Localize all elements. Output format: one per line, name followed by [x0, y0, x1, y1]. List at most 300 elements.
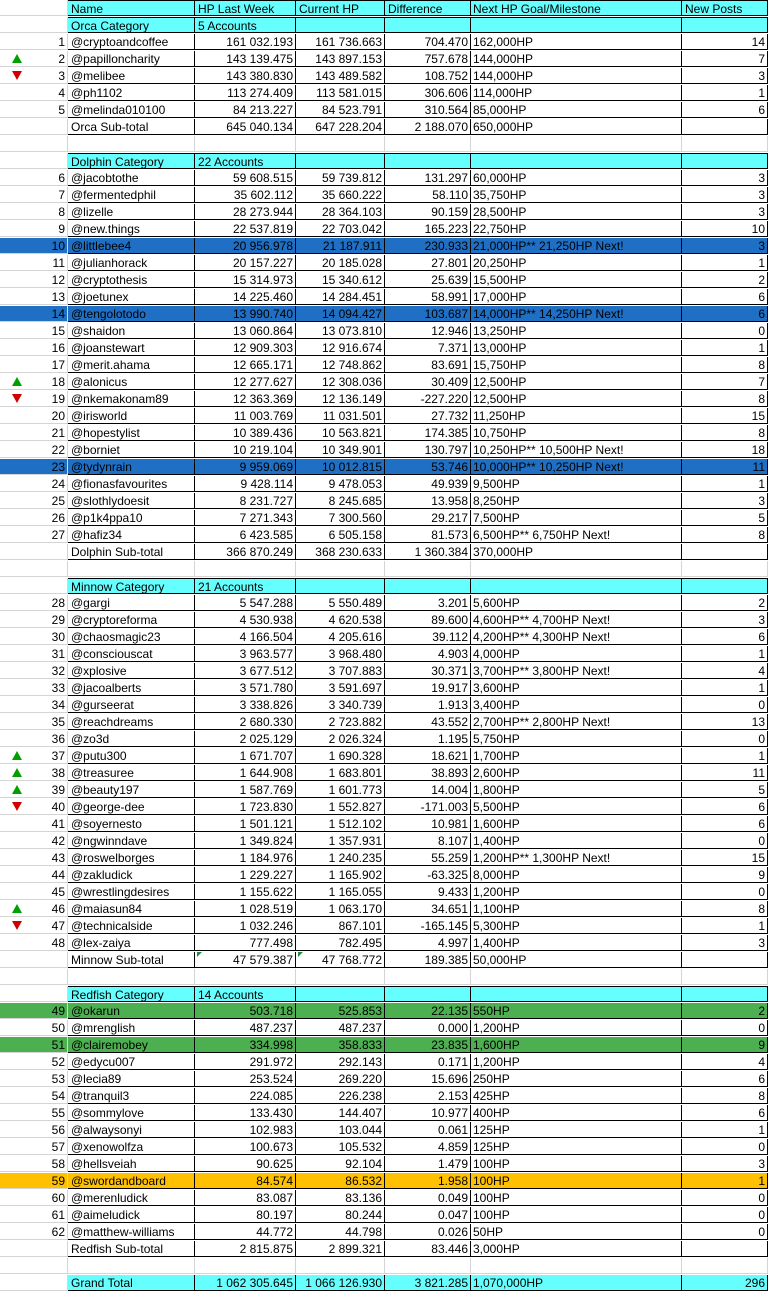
account-name-cell[interactable]: @zakludick: [68, 867, 195, 883]
row-index-cell[interactable]: 29: [0, 612, 68, 628]
next-goal-cell[interactable]: 22,750HP: [471, 221, 682, 237]
account-name-cell[interactable]: @ph1102: [68, 85, 195, 101]
subtotal-posts[interactable]: [682, 544, 768, 560]
hp-last-week-cell[interactable]: 334.998: [195, 1037, 296, 1053]
next-goal-cell[interactable]: 1,600HP: [471, 1037, 682, 1053]
new-posts-cell[interactable]: 3: [682, 68, 768, 84]
row-index-cell[interactable]: 10: [0, 238, 68, 254]
current-hp-cell[interactable]: 12 748.862: [296, 357, 385, 373]
hp-last-week-cell[interactable]: 20 157.227: [195, 255, 296, 271]
difference-cell[interactable]: 34.651: [385, 901, 471, 917]
account-name-cell[interactable]: @matthew-williams: [68, 1224, 195, 1240]
difference-cell[interactable]: 12.946: [385, 323, 471, 339]
row-index-cell[interactable]: 6: [0, 170, 68, 186]
account-name-cell[interactable]: @gurseerat: [68, 697, 195, 713]
difference-cell[interactable]: 8.107: [385, 833, 471, 849]
current-hp-cell[interactable]: 5 550.489: [296, 595, 385, 611]
difference-cell[interactable]: 49.939: [385, 476, 471, 492]
subtotal-hp-last-week[interactable]: 645 040.134: [195, 119, 296, 135]
difference-cell[interactable]: -171.003: [385, 799, 471, 815]
row-index-cell[interactable]: 2: [0, 51, 68, 67]
difference-cell[interactable]: 14.004: [385, 782, 471, 798]
difference-cell[interactable]: 0.049: [385, 1190, 471, 1206]
hp-last-week-cell[interactable]: 161 032.193: [195, 34, 296, 50]
next-goal-cell[interactable]: 9,500HP: [471, 476, 682, 492]
difference-cell[interactable]: 103.687: [385, 306, 471, 322]
hp-last-week-cell[interactable]: 1 229.227: [195, 867, 296, 883]
hp-last-week-cell[interactable]: 2 025.129: [195, 731, 296, 747]
empty-cell[interactable]: [385, 969, 471, 985]
next-goal-cell[interactable]: 400HP: [471, 1105, 682, 1121]
hp-last-week-cell[interactable]: 11 003.769: [195, 408, 296, 424]
current-hp-cell[interactable]: 2 723.882: [296, 714, 385, 730]
next-goal-cell[interactable]: 3,400HP: [471, 697, 682, 713]
hp-last-week-cell[interactable]: 1 184.976: [195, 850, 296, 866]
current-hp-cell[interactable]: 35 660.222: [296, 187, 385, 203]
account-name-cell[interactable]: @putu300: [68, 748, 195, 764]
current-hp-cell[interactable]: 105.532: [296, 1139, 385, 1155]
account-name-cell[interactable]: @cryptoreforma: [68, 612, 195, 628]
next-goal-cell[interactable]: 8,250HP: [471, 493, 682, 509]
account-name-cell[interactable]: @jacoalberts: [68, 680, 195, 696]
row-index-cell[interactable]: 36: [0, 731, 68, 747]
row-index-cell[interactable]: 32: [0, 663, 68, 679]
hp-last-week-cell[interactable]: 10 389.436: [195, 425, 296, 441]
new-posts-cell[interactable]: 3: [682, 170, 768, 186]
hp-last-week-cell[interactable]: 102.983: [195, 1122, 296, 1138]
current-hp-cell[interactable]: 59 739.812: [296, 170, 385, 186]
empty-cell[interactable]: [471, 136, 682, 152]
next-goal-cell[interactable]: 100HP: [471, 1207, 682, 1223]
row-index-cell[interactable]: 59: [0, 1173, 68, 1189]
account-name-cell[interactable]: @p1k4ppa10: [68, 510, 195, 526]
new-posts-cell[interactable]: 6: [682, 102, 768, 118]
next-goal-cell[interactable]: 1,700HP: [471, 748, 682, 764]
hp-last-week-cell[interactable]: 291.972: [195, 1054, 296, 1070]
current-hp-cell[interactable]: 1 165.055: [296, 884, 385, 900]
next-goal-cell[interactable]: 250HP: [471, 1071, 682, 1087]
current-hp-cell[interactable]: 10 012.815: [296, 459, 385, 475]
empty-cell[interactable]: [385, 136, 471, 152]
empty-cell[interactable]: [195, 1258, 296, 1274]
current-hp-cell[interactable]: 4 620.538: [296, 612, 385, 628]
account-name-cell[interactable]: @aimeludick: [68, 1207, 195, 1223]
current-hp-cell[interactable]: 226.238: [296, 1088, 385, 1104]
new-posts-cell[interactable]: 0: [682, 1190, 768, 1206]
next-goal-cell[interactable]: 3,600HP: [471, 680, 682, 696]
next-goal-cell[interactable]: 1,100HP: [471, 901, 682, 917]
next-goal-cell[interactable]: 2,700HP** 2,800HP Next!: [471, 714, 682, 730]
next-goal-cell[interactable]: 28,500HP: [471, 204, 682, 220]
row-index-cell[interactable]: 47: [0, 918, 68, 934]
empty-cell[interactable]: [0, 1258, 68, 1274]
row-index-cell[interactable]: 56: [0, 1122, 68, 1138]
new-posts-cell[interactable]: 5: [682, 510, 768, 526]
next-goal-cell[interactable]: 4,600HP** 4,700HP Next!: [471, 612, 682, 628]
account-name-cell[interactable]: @julianhorack: [68, 255, 195, 271]
difference-cell[interactable]: 4.859: [385, 1139, 471, 1155]
current-hp-cell[interactable]: 269.220: [296, 1071, 385, 1087]
subtotal-current-hp[interactable]: 368 230.633: [296, 544, 385, 560]
new-posts-cell[interactable]: 3: [682, 238, 768, 254]
empty-cell[interactable]: [682, 1258, 768, 1274]
subtotal-hp-last-week[interactable]: 366 870.249: [195, 544, 296, 560]
hp-last-week-cell[interactable]: 4 166.504: [195, 629, 296, 645]
account-name-cell[interactable]: @fionasfavourites: [68, 476, 195, 492]
row-index-cell[interactable]: 42: [0, 833, 68, 849]
empty-cell[interactable]: [68, 1258, 195, 1274]
row-index-cell[interactable]: [0, 119, 68, 135]
empty-cell[interactable]: [296, 969, 385, 985]
row-index-cell[interactable]: [0, 0, 68, 16]
row-index-cell[interactable]: 62: [0, 1224, 68, 1240]
current-hp-cell[interactable]: 1 357.931: [296, 833, 385, 849]
difference-cell[interactable]: 13.958: [385, 493, 471, 509]
hp-last-week-cell[interactable]: 12 909.303: [195, 340, 296, 356]
grand-total-current-hp[interactable]: 1 066 126.930: [296, 1275, 385, 1291]
empty-cell[interactable]: [296, 561, 385, 577]
next-goal-cell[interactable]: 125HP: [471, 1122, 682, 1138]
current-hp-cell[interactable]: 1 552.827: [296, 799, 385, 815]
next-goal-cell[interactable]: 3,700HP** 3,800HP Next!: [471, 663, 682, 679]
hp-last-week-cell[interactable]: 3 677.512: [195, 663, 296, 679]
subtotal-hp-last-week[interactable]: 47 579.387: [195, 952, 296, 968]
difference-cell[interactable]: 30.371: [385, 663, 471, 679]
new-posts-cell[interactable]: 9: [682, 867, 768, 883]
current-hp-cell[interactable]: 12 916.674: [296, 340, 385, 356]
hp-last-week-cell[interactable]: 9 428.114: [195, 476, 296, 492]
hp-last-week-cell[interactable]: 2 680.330: [195, 714, 296, 730]
column-header-hp-last-week[interactable]: HP Last Week: [195, 0, 296, 16]
difference-cell[interactable]: 9.433: [385, 884, 471, 900]
next-goal-cell[interactable]: 425HP: [471, 1088, 682, 1104]
account-name-cell[interactable]: @tydynrain: [68, 459, 195, 475]
account-name-cell[interactable]: @lecia89: [68, 1071, 195, 1087]
current-hp-cell[interactable]: 4 205.616: [296, 629, 385, 645]
new-posts-cell[interactable]: 15: [682, 408, 768, 424]
new-posts-cell[interactable]: 0: [682, 1224, 768, 1240]
category-header-cell[interactable]: [296, 17, 385, 33]
next-goal-cell[interactable]: 5,300HP: [471, 918, 682, 934]
grand-total-posts[interactable]: 296: [682, 1275, 768, 1291]
difference-cell[interactable]: 4.997: [385, 935, 471, 951]
hp-last-week-cell[interactable]: 3 338.826: [195, 697, 296, 713]
next-goal-cell[interactable]: 21,000HP** 21,250HP Next!: [471, 238, 682, 254]
hp-last-week-cell[interactable]: 12 277.627: [195, 374, 296, 390]
subtotal-goal[interactable]: 50,000HP: [471, 952, 682, 968]
current-hp-cell[interactable]: 358.833: [296, 1037, 385, 1053]
hp-last-week-cell[interactable]: 143 139.475: [195, 51, 296, 67]
row-index-cell[interactable]: 44: [0, 867, 68, 883]
category-account-count[interactable]: 21 Accounts: [195, 578, 296, 594]
difference-cell[interactable]: 230.933: [385, 238, 471, 254]
account-name-cell[interactable]: @swordandboard: [68, 1173, 195, 1189]
hp-last-week-cell[interactable]: 12 665.171: [195, 357, 296, 373]
hp-last-week-cell[interactable]: 1 501.121: [195, 816, 296, 832]
account-name-cell[interactable]: @tengolotodo: [68, 306, 195, 322]
empty-cell[interactable]: [385, 1258, 471, 1274]
next-goal-cell[interactable]: 5,500HP: [471, 799, 682, 815]
account-name-cell[interactable]: @cryptoandcoffee: [68, 34, 195, 50]
next-goal-cell[interactable]: 1,200HP: [471, 1054, 682, 1070]
new-posts-cell[interactable]: 1: [682, 918, 768, 934]
new-posts-cell[interactable]: 8: [682, 527, 768, 543]
new-posts-cell[interactable]: 8: [682, 901, 768, 917]
difference-cell[interactable]: 81.573: [385, 527, 471, 543]
difference-cell[interactable]: -227.220: [385, 391, 471, 407]
hp-last-week-cell[interactable]: 15 314.973: [195, 272, 296, 288]
next-goal-cell[interactable]: 162,000HP: [471, 34, 682, 50]
category-header-cell[interactable]: [471, 17, 682, 33]
hp-last-week-cell[interactable]: 6 423.585: [195, 527, 296, 543]
hp-last-week-cell[interactable]: 7 271.343: [195, 510, 296, 526]
account-name-cell[interactable]: @soyernesto: [68, 816, 195, 832]
difference-cell[interactable]: 19.917: [385, 680, 471, 696]
row-index-cell[interactable]: 1: [0, 34, 68, 50]
new-posts-cell[interactable]: 18: [682, 442, 768, 458]
next-goal-cell[interactable]: 1,600HP: [471, 816, 682, 832]
new-posts-cell[interactable]: 13: [682, 714, 768, 730]
row-index-cell[interactable]: 45: [0, 884, 68, 900]
difference-cell[interactable]: 0.000: [385, 1020, 471, 1036]
account-name-cell[interactable]: @maiasun84: [68, 901, 195, 917]
subtotal-goal[interactable]: 3,000HP: [471, 1241, 682, 1257]
difference-cell[interactable]: 43.552: [385, 714, 471, 730]
current-hp-cell[interactable]: 3 591.697: [296, 680, 385, 696]
difference-cell[interactable]: 757.678: [385, 51, 471, 67]
empty-cell[interactable]: [471, 561, 682, 577]
difference-cell[interactable]: 174.385: [385, 425, 471, 441]
difference-cell[interactable]: 704.470: [385, 34, 471, 50]
difference-cell[interactable]: 131.297: [385, 170, 471, 186]
account-name-cell[interactable]: @xplosive: [68, 663, 195, 679]
subtotal-label[interactable]: Dolphin Sub-total: [68, 544, 195, 560]
difference-cell[interactable]: 18.621: [385, 748, 471, 764]
row-index-cell[interactable]: 14: [0, 306, 68, 322]
current-hp-cell[interactable]: 161 736.663: [296, 34, 385, 50]
new-posts-cell[interactable]: 7: [682, 51, 768, 67]
new-posts-cell[interactable]: 0: [682, 697, 768, 713]
category-title[interactable]: Dolphin Category: [68, 153, 195, 169]
new-posts-cell[interactable]: 3: [682, 493, 768, 509]
hp-last-week-cell[interactable]: 35 602.112: [195, 187, 296, 203]
hp-last-week-cell[interactable]: 143 380.830: [195, 68, 296, 84]
difference-cell[interactable]: 1.913: [385, 697, 471, 713]
hp-last-week-cell[interactable]: 1 028.519: [195, 901, 296, 917]
new-posts-cell[interactable]: 2: [682, 272, 768, 288]
new-posts-cell[interactable]: 8: [682, 1088, 768, 1104]
new-posts-cell[interactable]: 3: [682, 935, 768, 951]
subtotal-difference[interactable]: 2 188.070: [385, 119, 471, 135]
current-hp-cell[interactable]: 782.495: [296, 935, 385, 951]
hp-last-week-cell[interactable]: 503.718: [195, 1003, 296, 1019]
row-index-cell[interactable]: 50: [0, 1020, 68, 1036]
new-posts-cell[interactable]: 2: [682, 595, 768, 611]
empty-cell[interactable]: [0, 136, 68, 152]
next-goal-cell[interactable]: 4,000HP: [471, 646, 682, 662]
new-posts-cell[interactable]: 6: [682, 799, 768, 815]
next-goal-cell[interactable]: 6,500HP** 6,750HP Next!: [471, 527, 682, 543]
account-name-cell[interactable]: @alonicus: [68, 374, 195, 390]
next-goal-cell[interactable]: 15,750HP: [471, 357, 682, 373]
row-index-cell[interactable]: 28: [0, 595, 68, 611]
current-hp-cell[interactable]: 11 031.501: [296, 408, 385, 424]
grand-total-goal[interactable]: 1,070,000HP: [471, 1275, 682, 1291]
account-name-cell[interactable]: @merit.ahama: [68, 357, 195, 373]
current-hp-cell[interactable]: 1 512.102: [296, 816, 385, 832]
category-header-cell[interactable]: [385, 17, 471, 33]
account-name-cell[interactable]: @technicalside: [68, 918, 195, 934]
row-index-cell[interactable]: 31: [0, 646, 68, 662]
row-index-cell[interactable]: 26: [0, 510, 68, 526]
column-header-new-posts[interactable]: New Posts: [682, 0, 768, 16]
new-posts-cell[interactable]: 5: [682, 782, 768, 798]
new-posts-cell[interactable]: 11: [682, 459, 768, 475]
difference-cell[interactable]: -165.145: [385, 918, 471, 934]
row-index-cell[interactable]: 60: [0, 1190, 68, 1206]
current-hp-cell[interactable]: 113 581.015: [296, 85, 385, 101]
empty-cell[interactable]: [0, 969, 68, 985]
difference-cell[interactable]: 0.061: [385, 1122, 471, 1138]
account-name-cell[interactable]: @ngwinndave: [68, 833, 195, 849]
row-index-cell[interactable]: [0, 17, 68, 33]
difference-cell[interactable]: 0.026: [385, 1224, 471, 1240]
account-name-cell[interactable]: @george-dee: [68, 799, 195, 815]
account-name-cell[interactable]: @shaidon: [68, 323, 195, 339]
row-index-cell[interactable]: 7: [0, 187, 68, 203]
account-name-cell[interactable]: @xenowolfza: [68, 1139, 195, 1155]
hp-last-week-cell[interactable]: 4 530.938: [195, 612, 296, 628]
next-goal-cell[interactable]: 35,750HP: [471, 187, 682, 203]
current-hp-cell[interactable]: 22 703.042: [296, 221, 385, 237]
next-goal-cell[interactable]: 17,000HP: [471, 289, 682, 305]
next-goal-cell[interactable]: 60,000HP: [471, 170, 682, 186]
new-posts-cell[interactable]: 0: [682, 1020, 768, 1036]
difference-cell[interactable]: 10.977: [385, 1105, 471, 1121]
next-goal-cell[interactable]: 12,500HP: [471, 374, 682, 390]
difference-cell[interactable]: 130.797: [385, 442, 471, 458]
hp-last-week-cell[interactable]: 59 608.515: [195, 170, 296, 186]
column-header-difference[interactable]: Difference: [385, 0, 471, 16]
current-hp-cell[interactable]: 487.237: [296, 1020, 385, 1036]
account-name-cell[interactable]: @gargi: [68, 595, 195, 611]
row-index-cell[interactable]: 9: [0, 221, 68, 237]
hp-last-week-cell[interactable]: 100.673: [195, 1139, 296, 1155]
new-posts-cell[interactable]: 2: [682, 1003, 768, 1019]
account-name-cell[interactable]: @okarun: [68, 1003, 195, 1019]
account-name-cell[interactable]: @borniet: [68, 442, 195, 458]
next-goal-cell[interactable]: 100HP: [471, 1173, 682, 1189]
empty-cell[interactable]: [471, 1258, 682, 1274]
current-hp-cell[interactable]: 3 968.480: [296, 646, 385, 662]
next-goal-cell[interactable]: 1,400HP: [471, 833, 682, 849]
row-index-cell[interactable]: [0, 1241, 68, 1257]
current-hp-cell[interactable]: 143 897.153: [296, 51, 385, 67]
subtotal-posts[interactable]: [682, 1241, 768, 1257]
row-index-cell[interactable]: 53: [0, 1071, 68, 1087]
current-hp-cell[interactable]: 28 364.103: [296, 204, 385, 220]
current-hp-cell[interactable]: 525.853: [296, 1003, 385, 1019]
hp-last-week-cell[interactable]: 113 274.409: [195, 85, 296, 101]
row-index-cell[interactable]: 52: [0, 1054, 68, 1070]
current-hp-cell[interactable]: 3 707.883: [296, 663, 385, 679]
account-name-cell[interactable]: @mrenglish: [68, 1020, 195, 1036]
next-goal-cell[interactable]: 1,800HP: [471, 782, 682, 798]
next-goal-cell[interactable]: 15,500HP: [471, 272, 682, 288]
account-name-cell[interactable]: @alwaysonyi: [68, 1122, 195, 1138]
row-index-cell[interactable]: 5: [0, 102, 68, 118]
row-index-cell[interactable]: 57: [0, 1139, 68, 1155]
row-index-cell[interactable]: [0, 952, 68, 968]
current-hp-cell[interactable]: 20 185.028: [296, 255, 385, 271]
category-header-cell[interactable]: [682, 986, 768, 1002]
empty-cell[interactable]: [682, 561, 768, 577]
current-hp-cell[interactable]: 1 690.328: [296, 748, 385, 764]
category-header-cell[interactable]: [682, 578, 768, 594]
hp-last-week-cell[interactable]: 1 671.707: [195, 748, 296, 764]
row-index-cell[interactable]: [0, 578, 68, 594]
next-goal-cell[interactable]: 100HP: [471, 1190, 682, 1206]
current-hp-cell[interactable]: 292.143: [296, 1054, 385, 1070]
account-name-cell[interactable]: @slothlydoesit: [68, 493, 195, 509]
hp-last-week-cell[interactable]: 44.772: [195, 1224, 296, 1240]
current-hp-cell[interactable]: 83.136: [296, 1190, 385, 1206]
new-posts-cell[interactable]: 6: [682, 289, 768, 305]
next-goal-cell[interactable]: 12,500HP: [471, 391, 682, 407]
category-header-cell[interactable]: [471, 153, 682, 169]
row-index-cell[interactable]: 22: [0, 442, 68, 458]
empty-cell[interactable]: [682, 969, 768, 985]
account-name-cell[interactable]: @hellsveiah: [68, 1156, 195, 1172]
subtotal-current-hp[interactable]: 47 768.772: [296, 952, 385, 968]
column-header-current-hp[interactable]: Current HP: [296, 0, 385, 16]
row-index-cell[interactable]: 38: [0, 765, 68, 781]
row-index-cell[interactable]: 19: [0, 391, 68, 407]
new-posts-cell[interactable]: 1: [682, 748, 768, 764]
hp-last-week-cell[interactable]: 5 547.288: [195, 595, 296, 611]
subtotal-current-hp[interactable]: 2 899.321: [296, 1241, 385, 1257]
empty-cell[interactable]: [0, 561, 68, 577]
current-hp-cell[interactable]: 44.798: [296, 1224, 385, 1240]
account-name-cell[interactable]: @irisworld: [68, 408, 195, 424]
new-posts-cell[interactable]: 4: [682, 1054, 768, 1070]
new-posts-cell[interactable]: 8: [682, 357, 768, 373]
current-hp-cell[interactable]: 14 094.427: [296, 306, 385, 322]
category-header-cell[interactable]: [471, 578, 682, 594]
category-title[interactable]: Orca Category: [68, 17, 195, 33]
next-goal-cell[interactable]: 10,000HP** 10,250HP Next!: [471, 459, 682, 475]
new-posts-cell[interactable]: 0: [682, 833, 768, 849]
account-name-cell[interactable]: @papilloncharity: [68, 51, 195, 67]
category-account-count[interactable]: 22 Accounts: [195, 153, 296, 169]
row-index-cell[interactable]: 17: [0, 357, 68, 373]
row-index-cell[interactable]: 8: [0, 204, 68, 220]
difference-cell[interactable]: 58.110: [385, 187, 471, 203]
difference-cell[interactable]: 27.801: [385, 255, 471, 271]
row-index-cell[interactable]: 41: [0, 816, 68, 832]
hp-last-week-cell[interactable]: 84 213.227: [195, 102, 296, 118]
subtotal-hp-last-week[interactable]: 2 815.875: [195, 1241, 296, 1257]
row-index-cell[interactable]: 25: [0, 493, 68, 509]
current-hp-cell[interactable]: 1 683.801: [296, 765, 385, 781]
new-posts-cell[interactable]: 1: [682, 1173, 768, 1189]
new-posts-cell[interactable]: 3: [682, 204, 768, 220]
account-name-cell[interactable]: @tranquil3: [68, 1088, 195, 1104]
row-index-cell[interactable]: 24: [0, 476, 68, 492]
row-index-cell[interactable]: 30: [0, 629, 68, 645]
row-index-cell[interactable]: 48: [0, 935, 68, 951]
account-name-cell[interactable]: @clairemobey: [68, 1037, 195, 1053]
